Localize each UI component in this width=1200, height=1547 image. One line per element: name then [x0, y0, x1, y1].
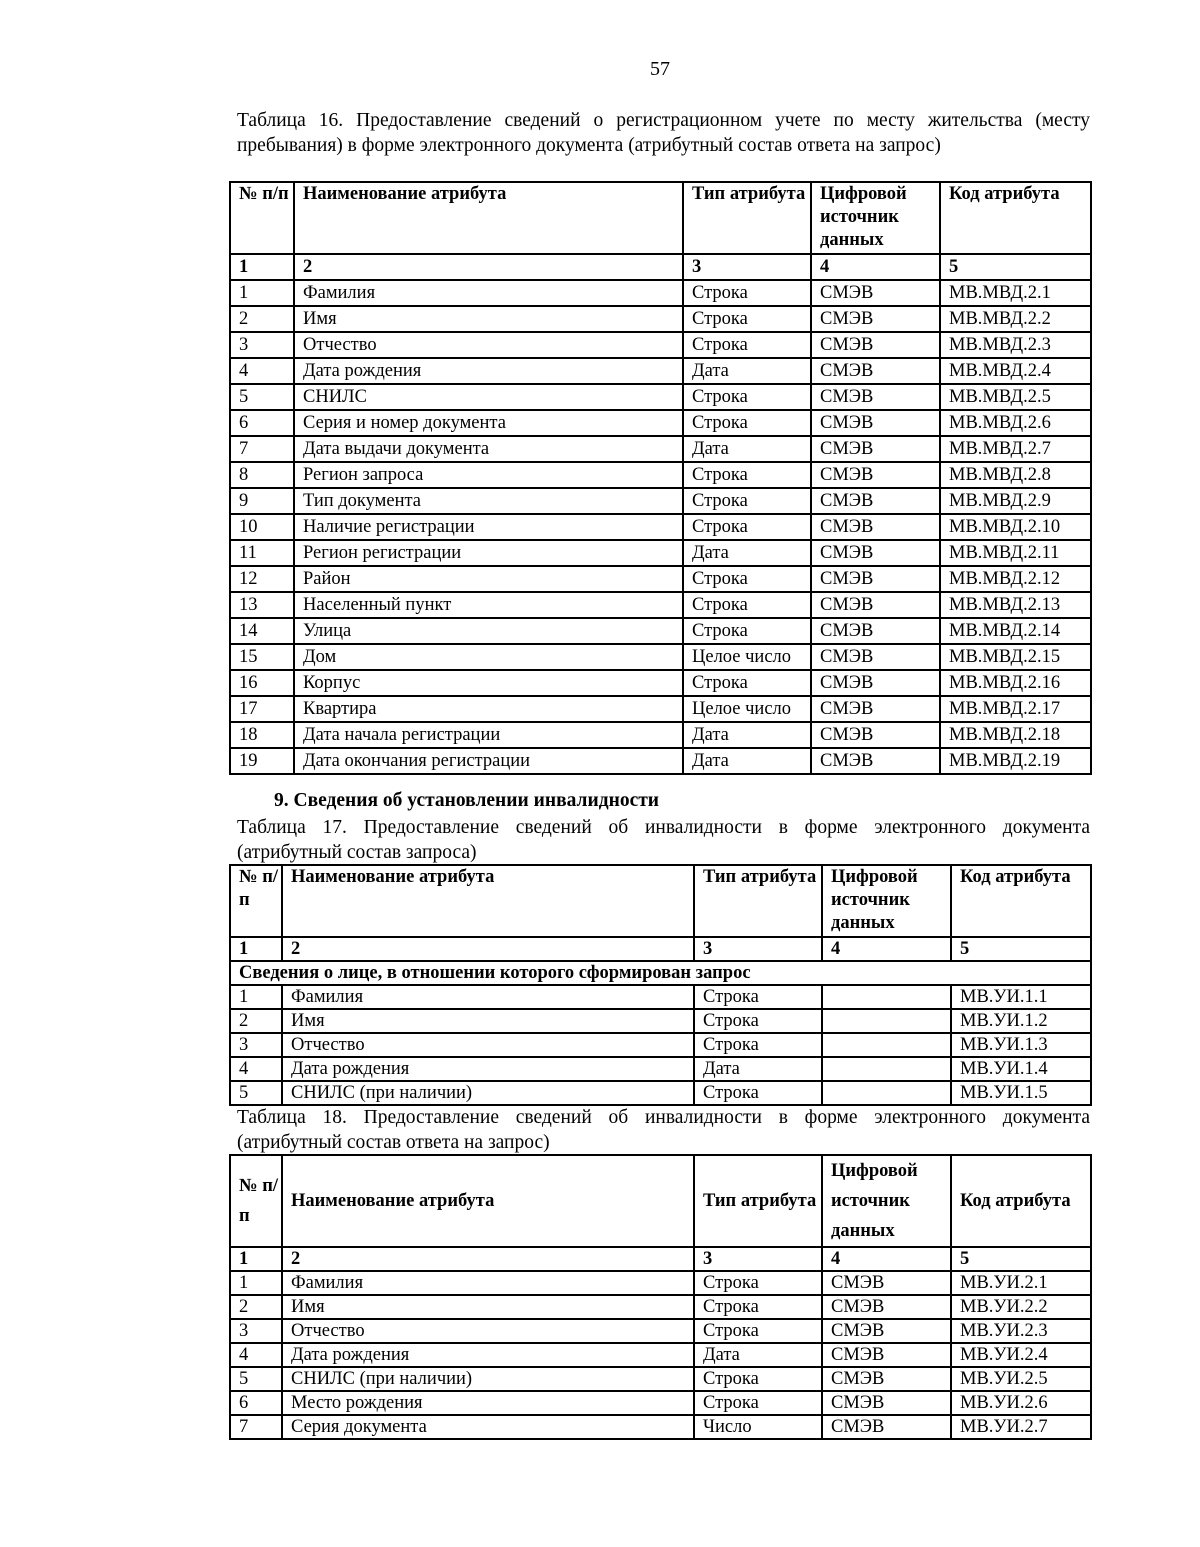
cell-attribute-name: Отчество: [294, 332, 683, 358]
table17-body: [230, 937, 1091, 1105]
cell-attribute-type: Целое число: [683, 644, 811, 670]
column-number-cell: 3: [694, 937, 822, 961]
section-row-label: Сведения о лице, в отношении которого сформирован запрос: [230, 961, 1091, 985]
cell-data-source: СМЭВ: [811, 410, 940, 436]
cell-number: 1: [230, 985, 282, 1009]
cell-attribute-name: Имя: [282, 1295, 694, 1319]
header-data-source: Цифровой источник данных: [811, 182, 940, 254]
cell-attribute-code: МВ.УИ.2.2: [951, 1295, 1091, 1319]
table-row: [230, 592, 1091, 618]
cell-number: 4: [230, 1057, 282, 1081]
cell-attribute-code: МВ.УИ.2.6: [951, 1391, 1091, 1415]
cell-attribute-name: Фамилия: [282, 1271, 694, 1295]
cell-attribute-code: МВ.МВД.2.11: [940, 540, 1091, 566]
column-number-row: [230, 254, 1091, 280]
cell-attribute-type: Целое число: [683, 696, 811, 722]
table17-header-row: [230, 865, 1091, 937]
cell-data-source: СМЭВ: [811, 306, 940, 332]
cell-number: 16: [230, 670, 294, 696]
cell-attribute-code: МВ.УИ.1.3: [951, 1033, 1091, 1057]
cell-number: 2: [230, 1295, 282, 1319]
header-attribute-type: Тип атрибута: [683, 182, 811, 254]
header-data-source: Цифровой источник данных: [822, 865, 951, 937]
cell-data-source: [822, 1057, 951, 1081]
column-number-cell: 4: [822, 1247, 951, 1271]
cell-number: 6: [230, 410, 294, 436]
cell-number: 19: [230, 748, 294, 774]
cell-attribute-type: Строка: [683, 566, 811, 592]
header-data-source: Цифровой источник данных: [822, 1155, 951, 1247]
cell-data-source: СМЭВ: [811, 644, 940, 670]
cell-attribute-code: МВ.МВД.2.17: [940, 696, 1091, 722]
header-attribute-name: Наименование атрибута: [282, 1155, 694, 1247]
table16-caption: Таблица 16. Предоставление сведений о регистрационном учете по месту жительства (месту пребывания) в форме электронного документа (атрибутный состав ответа на запрос): [237, 110, 1090, 156]
cell-data-source: СМЭВ: [822, 1319, 951, 1343]
table-row: [230, 1271, 1091, 1295]
cell-attribute-code: МВ.МВД.2.4: [940, 358, 1091, 384]
cell-number: 7: [230, 1415, 282, 1439]
header-number: № п/п: [230, 865, 282, 937]
table-row: [230, 462, 1091, 488]
table-row: [230, 358, 1091, 384]
cell-attribute-code: МВ.МВД.2.8: [940, 462, 1091, 488]
cell-number: 4: [230, 1343, 282, 1367]
cell-attribute-name: Серия документа: [282, 1415, 694, 1439]
cell-number: 14: [230, 618, 294, 644]
table-row: [230, 1367, 1091, 1391]
cell-attribute-code: МВ.УИ.2.4: [951, 1343, 1091, 1367]
cell-attribute-type: Строка: [683, 514, 811, 540]
cell-attribute-code: МВ.УИ.2.5: [951, 1367, 1091, 1391]
cell-attribute-type: Строка: [694, 1367, 822, 1391]
table-row: [230, 722, 1091, 748]
cell-data-source: СМЭВ: [822, 1343, 951, 1367]
cell-attribute-type: Строка: [683, 384, 811, 410]
cell-number: 3: [230, 332, 294, 358]
cell-attribute-type: Строка: [694, 1033, 822, 1057]
table-row: [230, 696, 1091, 722]
cell-attribute-code: МВ.МВД.2.10: [940, 514, 1091, 540]
cell-data-source: [822, 1033, 951, 1057]
cell-attribute-name: Дата рождения: [282, 1057, 694, 1081]
column-number-cell: 2: [282, 1247, 694, 1271]
header-attribute-type: Тип атрибута: [694, 865, 822, 937]
table-row: [230, 644, 1091, 670]
cell-attribute-type: Строка: [683, 670, 811, 696]
column-number-cell: 1: [230, 1247, 282, 1271]
table-row: [230, 1343, 1091, 1367]
section-row: [230, 961, 1091, 985]
table-row: [230, 306, 1091, 332]
cell-data-source: СМЭВ: [822, 1391, 951, 1415]
cell-attribute-type: Строка: [694, 985, 822, 1009]
cell-data-source: СМЭВ: [811, 488, 940, 514]
cell-data-source: СМЭВ: [811, 696, 940, 722]
cell-attribute-name: Корпус: [294, 670, 683, 696]
cell-attribute-code: МВ.УИ.2.1: [951, 1271, 1091, 1295]
cell-attribute-code: МВ.МВД.2.18: [940, 722, 1091, 748]
table18-body: [230, 1247, 1091, 1439]
cell-data-source: СМЭВ: [811, 566, 940, 592]
table-row: [230, 384, 1091, 410]
cell-number: 15: [230, 644, 294, 670]
cell-data-source: СМЭВ: [811, 722, 940, 748]
column-number-cell: 3: [683, 254, 811, 280]
cell-attribute-code: МВ.УИ.1.2: [951, 1009, 1091, 1033]
cell-number: 13: [230, 592, 294, 618]
cell-attribute-type: Дата: [694, 1057, 822, 1081]
cell-number: 5: [230, 1367, 282, 1391]
cell-attribute-name: Дата рождения: [282, 1343, 694, 1367]
cell-attribute-name: Дата рождения: [294, 358, 683, 384]
cell-attribute-name: Тип документа: [294, 488, 683, 514]
cell-attribute-code: МВ.МВД.2.19: [940, 748, 1091, 774]
cell-number: 4: [230, 358, 294, 384]
cell-number: 5: [230, 1081, 282, 1105]
cell-attribute-name: Дата начала регистрации: [294, 722, 683, 748]
table-row: [230, 1009, 1091, 1033]
cell-attribute-name: Отчество: [282, 1033, 694, 1057]
table16-body: [230, 254, 1091, 774]
cell-attribute-code: МВ.МВД.2.2: [940, 306, 1091, 332]
cell-data-source: СМЭВ: [811, 514, 940, 540]
cell-attribute-code: МВ.УИ.2.3: [951, 1319, 1091, 1343]
page-number: 57: [650, 58, 670, 80]
cell-attribute-code: МВ.МВД.2.3: [940, 332, 1091, 358]
cell-number: 3: [230, 1033, 282, 1057]
table-row: [230, 1319, 1091, 1343]
cell-attribute-code: МВ.УИ.2.7: [951, 1415, 1091, 1439]
table-row: [230, 1295, 1091, 1319]
cell-attribute-name: Квартира: [294, 696, 683, 722]
table18-caption: Таблица 18. Предоставление сведений об инвалидности в форме электронного документа (атрибутный состав ответа на запрос): [237, 1107, 1090, 1153]
header-attribute-code: Код атрибута: [940, 182, 1091, 254]
cell-number: 2: [230, 1009, 282, 1033]
column-number-row: [230, 1247, 1091, 1271]
cell-data-source: СМЭВ: [811, 280, 940, 306]
table-row: [230, 1057, 1091, 1081]
cell-attribute-type: Строка: [683, 410, 811, 436]
table-row: [230, 280, 1091, 306]
column-number-cell: 5: [951, 1247, 1091, 1271]
cell-attribute-code: МВ.МВД.2.5: [940, 384, 1091, 410]
table-row: [230, 566, 1091, 592]
cell-attribute-type: Строка: [694, 1391, 822, 1415]
cell-number: 1: [230, 1271, 282, 1295]
cell-attribute-name: Улица: [294, 618, 683, 644]
cell-attribute-name: Имя: [294, 306, 683, 332]
cell-attribute-type: Дата: [683, 722, 811, 748]
cell-data-source: [822, 1009, 951, 1033]
cell-data-source: [822, 985, 951, 1009]
cell-attribute-type: Строка: [683, 618, 811, 644]
cell-attribute-type: Строка: [694, 1295, 822, 1319]
table-row: [230, 748, 1091, 774]
cell-data-source: СМЭВ: [811, 748, 940, 774]
cell-number: 7: [230, 436, 294, 462]
column-number-cell: 4: [822, 937, 951, 961]
cell-attribute-name: СНИЛС (при наличии): [282, 1367, 694, 1391]
cell-attribute-name: Дата окончания регистрации: [294, 748, 683, 774]
cell-attribute-name: СНИЛС: [294, 384, 683, 410]
table-row: [230, 1391, 1091, 1415]
cell-number: 18: [230, 722, 294, 748]
header-attribute-code: Код атрибута: [951, 865, 1091, 937]
cell-attribute-type: Строка: [683, 280, 811, 306]
cell-attribute-code: МВ.МВД.2.14: [940, 618, 1091, 644]
table-row: [230, 514, 1091, 540]
header-attribute-name: Наименование атрибута: [294, 182, 683, 254]
cell-data-source: СМЭВ: [811, 332, 940, 358]
cell-number: 8: [230, 462, 294, 488]
section-heading: 9. Сведения об установлении инвалидности: [274, 790, 660, 811]
cell-attribute-name: Регион запроса: [294, 462, 683, 488]
header-attribute-type: Тип атрибута: [694, 1155, 822, 1247]
cell-attribute-code: МВ.МВД.2.1: [940, 280, 1091, 306]
cell-data-source: СМЭВ: [822, 1415, 951, 1439]
cell-number: 10: [230, 514, 294, 540]
column-number-cell: 2: [294, 254, 683, 280]
cell-attribute-code: МВ.МВД.2.9: [940, 488, 1091, 514]
cell-data-source: [822, 1081, 951, 1105]
table16: [229, 181, 1092, 775]
cell-attribute-code: МВ.МВД.2.16: [940, 670, 1091, 696]
cell-data-source: СМЭВ: [811, 358, 940, 384]
cell-attribute-name: Место рождения: [282, 1391, 694, 1415]
cell-attribute-name: Фамилия: [294, 280, 683, 306]
table16-header-row: [230, 182, 1091, 254]
cell-attribute-type: Строка: [694, 1081, 822, 1105]
table-row: [230, 436, 1091, 462]
cell-attribute-code: МВ.МВД.2.12: [940, 566, 1091, 592]
cell-attribute-type: Строка: [683, 306, 811, 332]
cell-number: 6: [230, 1391, 282, 1415]
table-row: [230, 1415, 1091, 1439]
cell-attribute-code: МВ.УИ.1.5: [951, 1081, 1091, 1105]
cell-attribute-code: МВ.МВД.2.6: [940, 410, 1091, 436]
cell-attribute-type: Строка: [683, 592, 811, 618]
column-number-cell: 5: [951, 937, 1091, 961]
table17-caption: Таблица 17. Предоставление сведений об инвалидности в форме электронного документа (атрибутный состав запроса): [237, 817, 1090, 863]
cell-attribute-name: Населенный пункт: [294, 592, 683, 618]
cell-attribute-type: Строка: [694, 1271, 822, 1295]
column-number-cell: 2: [282, 937, 694, 961]
cell-number: 1: [230, 280, 294, 306]
table18-header-row: [230, 1155, 1091, 1247]
cell-number: 9: [230, 488, 294, 514]
table18: [229, 1154, 1092, 1440]
cell-attribute-type: Дата: [683, 540, 811, 566]
cell-number: 5: [230, 384, 294, 410]
table-row: [230, 985, 1091, 1009]
column-number-cell: 1: [230, 937, 282, 961]
table17: [229, 864, 1092, 1106]
cell-data-source: СМЭВ: [811, 436, 940, 462]
cell-attribute-type: Дата: [683, 748, 811, 774]
cell-number: 12: [230, 566, 294, 592]
cell-attribute-name: Имя: [282, 1009, 694, 1033]
table-row: [230, 670, 1091, 696]
cell-attribute-type: Дата: [694, 1343, 822, 1367]
header-attribute-name: Наименование атрибута: [282, 865, 694, 937]
cell-attribute-type: Строка: [683, 488, 811, 514]
cell-data-source: СМЭВ: [811, 462, 940, 488]
header-attribute-code: Код атрибута: [951, 1155, 1091, 1247]
cell-attribute-type: Строка: [683, 332, 811, 358]
cell-attribute-name: Фамилия: [282, 985, 694, 1009]
cell-attribute-code: МВ.МВД.2.7: [940, 436, 1091, 462]
cell-data-source: СМЭВ: [822, 1295, 951, 1319]
cell-attribute-type: Дата: [683, 436, 811, 462]
cell-attribute-type: Число: [694, 1415, 822, 1439]
cell-attribute-name: Дом: [294, 644, 683, 670]
cell-attribute-code: МВ.УИ.1.1: [951, 985, 1091, 1009]
cell-attribute-type: Дата: [683, 358, 811, 384]
cell-attribute-type: Строка: [694, 1009, 822, 1033]
cell-number: 2: [230, 306, 294, 332]
column-number-cell: 5: [940, 254, 1091, 280]
cell-attribute-name: Серия и номер документа: [294, 410, 683, 436]
cell-data-source: СМЭВ: [811, 670, 940, 696]
cell-data-source: СМЭВ: [811, 618, 940, 644]
table-row: [230, 1033, 1091, 1057]
column-number-cell: 4: [811, 254, 940, 280]
cell-attribute-code: МВ.УИ.1.4: [951, 1057, 1091, 1081]
cell-data-source: СМЭВ: [822, 1367, 951, 1391]
cell-number: 11: [230, 540, 294, 566]
cell-attribute-name: Дата выдачи документа: [294, 436, 683, 462]
cell-number: 3: [230, 1319, 282, 1343]
cell-attribute-type: Строка: [683, 462, 811, 488]
cell-attribute-code: МВ.МВД.2.15: [940, 644, 1091, 670]
cell-number: 17: [230, 696, 294, 722]
header-number: № п/п: [230, 1155, 282, 1247]
cell-attribute-name: СНИЛС (при наличии): [282, 1081, 694, 1105]
column-number-row: [230, 937, 1091, 961]
table-row: [230, 410, 1091, 436]
cell-attribute-type: Строка: [694, 1319, 822, 1343]
cell-attribute-name: Район: [294, 566, 683, 592]
header-number: № п/п: [230, 182, 294, 254]
table-row: [230, 332, 1091, 358]
cell-attribute-code: МВ.МВД.2.13: [940, 592, 1091, 618]
table-row: [230, 540, 1091, 566]
cell-attribute-name: Наличие регистрации: [294, 514, 683, 540]
cell-data-source: СМЭВ: [822, 1271, 951, 1295]
cell-data-source: СМЭВ: [811, 540, 940, 566]
cell-attribute-name: Регион регистрации: [294, 540, 683, 566]
cell-data-source: СМЭВ: [811, 592, 940, 618]
table-row: [230, 1081, 1091, 1105]
table-row: [230, 618, 1091, 644]
cell-data-source: СМЭВ: [811, 384, 940, 410]
cell-attribute-name: Отчество: [282, 1319, 694, 1343]
column-number-cell: 3: [694, 1247, 822, 1271]
table-row: [230, 488, 1091, 514]
column-number-cell: 1: [230, 254, 294, 280]
